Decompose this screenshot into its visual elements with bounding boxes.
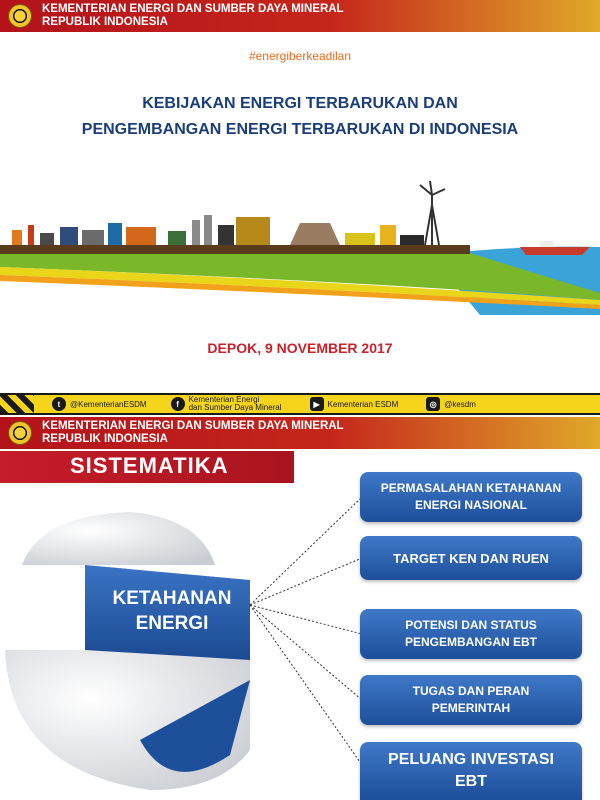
agenda-item-potensi[interactable] xyxy=(360,609,582,659)
agenda-item-line1: POTENSI DAN STATUS xyxy=(405,618,537,632)
agenda-item-permasalahan[interactable] xyxy=(360,472,582,522)
instagram-handle: @kesdm xyxy=(444,399,476,409)
ministry-name-line1: KEMENTERIAN ENERGI DAN SUMBER DAYA MINERAL xyxy=(42,420,344,432)
youtube-name: Kementerian ESDM xyxy=(327,399,399,409)
agenda-item-line2: EBT xyxy=(455,773,487,790)
twitter-handle: @KementerianESDM xyxy=(70,399,147,409)
center-label-line2: ENERGI xyxy=(135,613,209,634)
facebook-icon: f xyxy=(171,397,185,411)
hashtag: #energiberkeadilan xyxy=(248,49,352,63)
agenda-item-line1: TARGET KEN DAN RUEN xyxy=(393,550,549,566)
agenda-item-target[interactable] xyxy=(360,536,582,580)
agenda-item-tugas[interactable] xyxy=(360,675,582,725)
agenda-item-line1: TUGAS DAN PERAN xyxy=(412,684,530,698)
center-label-line1: KETAHANAN xyxy=(112,588,232,609)
agenda-item-line1: PERMASALAHAN KETAHANAN xyxy=(380,481,562,495)
ministry-name-line1: KEMENTERIAN ENERGI DAN SUMBER DAYA MINERAL xyxy=(42,3,344,15)
facebook-name-line1: Kementerian Energi xyxy=(188,395,260,404)
agenda-item-line2: PEMERINTAH xyxy=(431,701,511,715)
ministry-name-line2: REPUBLIK INDONESIA xyxy=(42,16,168,28)
center-label xyxy=(92,586,252,636)
place-date: DEPOK, 9 NOVEMBER 2017 xyxy=(207,340,393,356)
twitter-icon: t xyxy=(52,397,66,411)
slide-title-line1: KEBIJAKAN ENERGI TERBARUKAN DAN xyxy=(142,95,458,112)
ministry-name-line2: REPUBLIK INDONESIA xyxy=(42,433,168,445)
youtube-icon: ▶ xyxy=(310,397,324,411)
agenda-item-line1: PELUANG INVESTASI xyxy=(388,751,554,768)
energy-sphere-graphic xyxy=(0,490,300,800)
slide-title-line2: PENGEMBANGAN ENERGI TERBARUKAN DI INDONESIA xyxy=(81,121,519,138)
agenda-item-peluang[interactable] xyxy=(360,742,582,800)
facebook-name-line2: dan Sumber Daya Mineral xyxy=(188,403,282,412)
instagram-icon: ◎ xyxy=(426,397,440,411)
section-title: SISTEMATIKA xyxy=(70,453,229,478)
agenda-item-line2: ENERGI NASIONAL xyxy=(414,498,527,512)
agenda-item-line2: PENGEMBANGAN EBT xyxy=(404,635,537,649)
